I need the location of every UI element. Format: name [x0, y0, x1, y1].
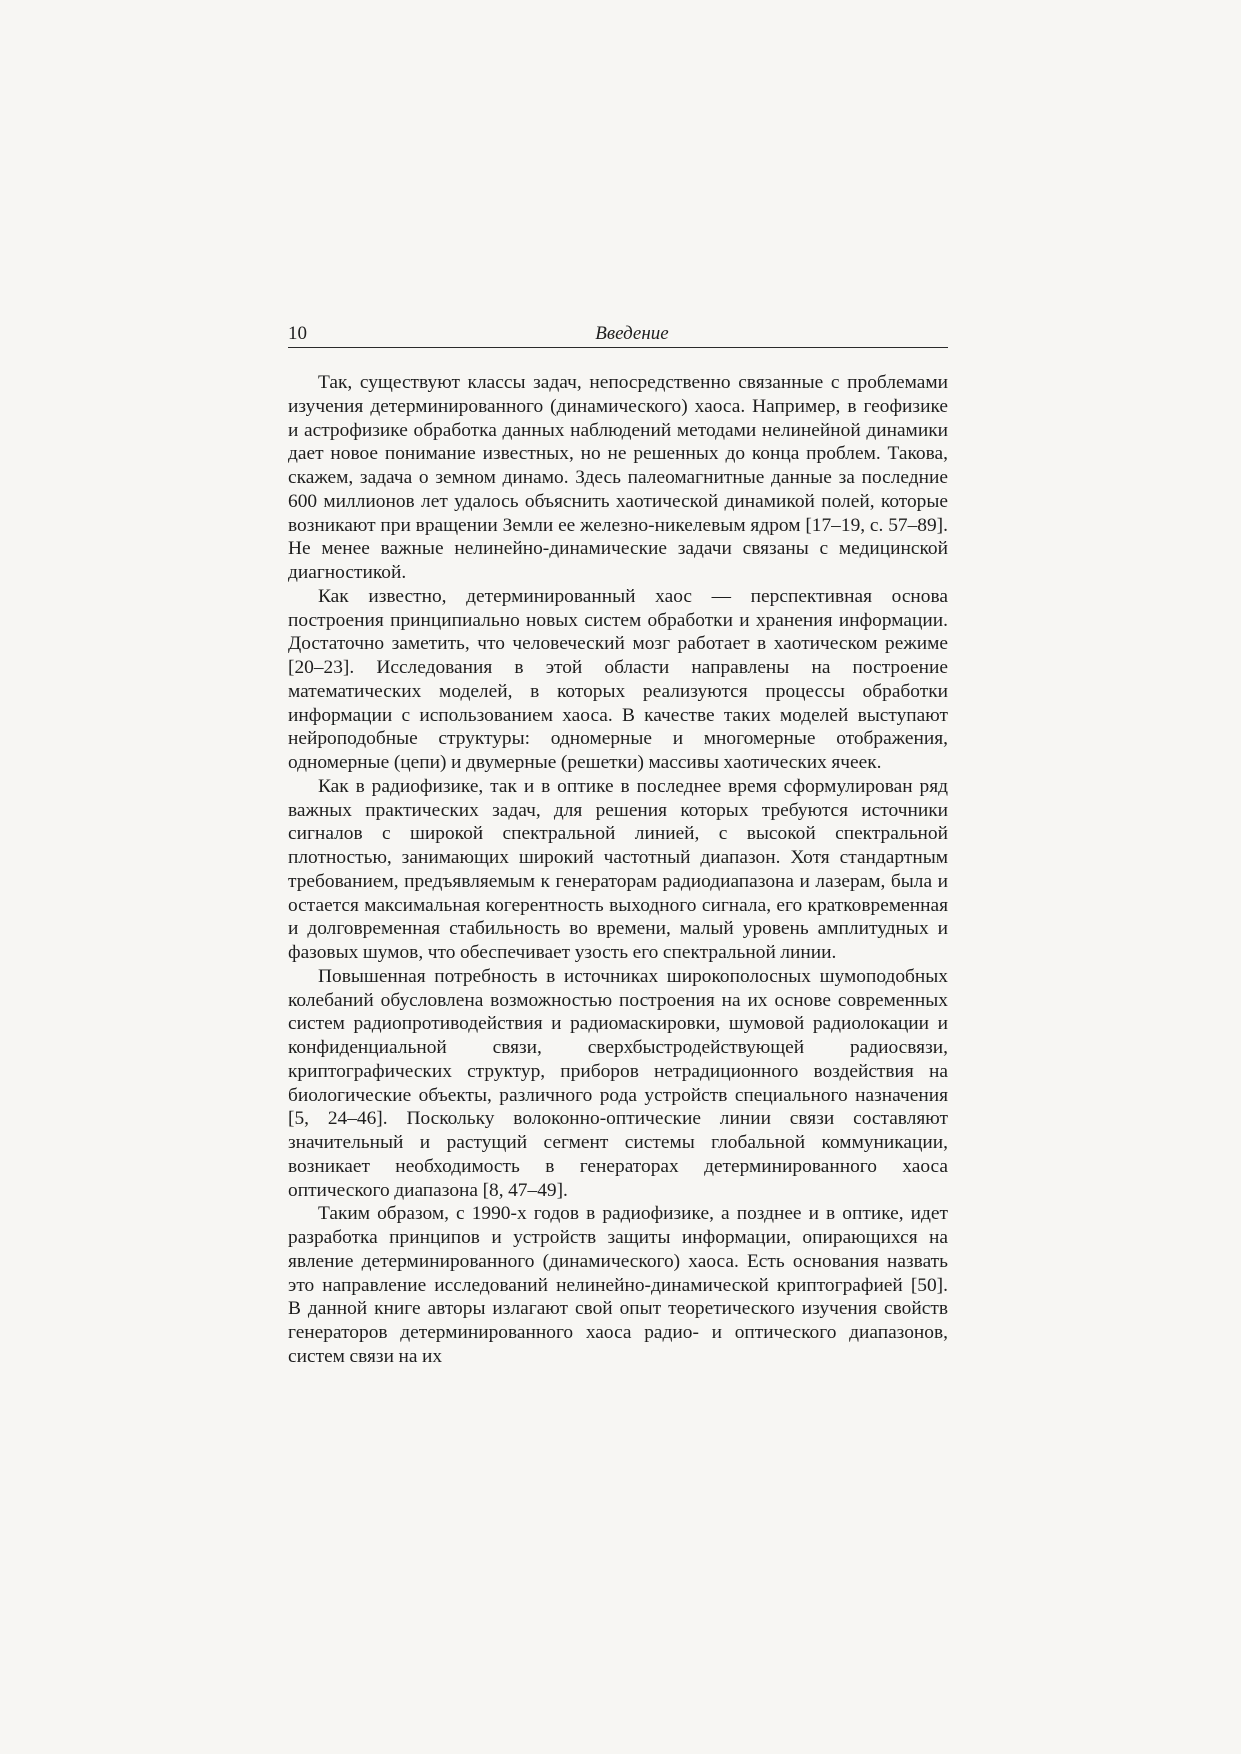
body-text: [288, 371, 948, 1369]
paragraph: Таким образом, с 1990-х годов в радиофизике, а позднее и в оптике, идет разработка принципов и устройств защиты информации, опирающихся на явление детерминированного (динамического) хаоса. Есть основания назвать это направление исследований нелинейно-динамической криптографией [50]. В данной книге авторы излагают свой опыт теоретического изучения свойств генераторов детерминированного хаоса радио- и оптического диапазонов, систем связи на их: [288, 1203, 948, 1367]
page-header: [288, 321, 948, 348]
paragraph: Так, существуют классы задач, непосредственно связанные с проблемами изучения детерминированного (динамического) хаоса. Например, в геофизике и астрофизике обработка данных наблюдений методами нелинейной динамики дает новое понимание известных, но не решенных до конца проблем. Такова, скажем, задача о земном динамо. Здесь палеомагнитные данные за последние 600 миллионов лет удалось объяснить хаотической динамикой полей, которые возникают при вращении Земли ее железно-никелевым ядром [17–19, с. 57–89]. Не менее важные нелинейно-динамические задачи связаны с медицинской диагностикой.: [288, 372, 948, 583]
page-number: 10: [288, 323, 307, 344]
paragraph: Повышенная потребность в источниках широкополосных шумоподобных колебаний обусловлена возможностью построения на их основе современных систем радиопротиводействия и радиомаскировки, шумовой радиолокации и конфиденциальной связи, сверхбыстродействующей радиосвязи, криптографических структур, приборов нетрадиционного воздействия на биологические объекты, различного рода устройств специального назначения [5, 24–46]. Поскольку волоконно-оптические линии связи составляют значительный и растущий сегмент системы глобальной коммуникации, возникает необходимость в генераторах детерминированного хаоса оптического диапазона [8, 47–49].: [288, 965, 948, 1201]
paragraph: Как известно, детерминированный хаос — перспективная основа построения принципиально новых систем обработки и хранения информации. Достаточно заметить, что человеческий мозг работает в хаотическом режиме [20–23]. Исследования в этой области направлены на построение математических моделей, в которых реализуются процессы обработки информации с использованием хаоса. В качестве таких моделей выступают нейроподобные структуры: одномерные и многомерные отображения, одномерные (цепи) и двумерные (решетки) массивы хаотических ячеек.: [288, 585, 948, 773]
paragraph: Как в радиофизике, так и в оптике в последнее время сформулирован ряд важных практических задач, для решения которых требуются источники сигналов с широкой спектральной линией, с высокой спектральной плотностью, занимающих широкий частотный диапазон. Хотя стандартным требованием, предъявляемым к генераторам радиодиапазона и лазерам, была и остается максимальная когерентность выходного сигнала, его кратковременная и долговременная стабильность во времени, малый уровень амплитудных и фазовых шумов, что обеспечивает узость его спектральной линии.: [288, 775, 948, 963]
running-title: Введение: [595, 323, 669, 344]
